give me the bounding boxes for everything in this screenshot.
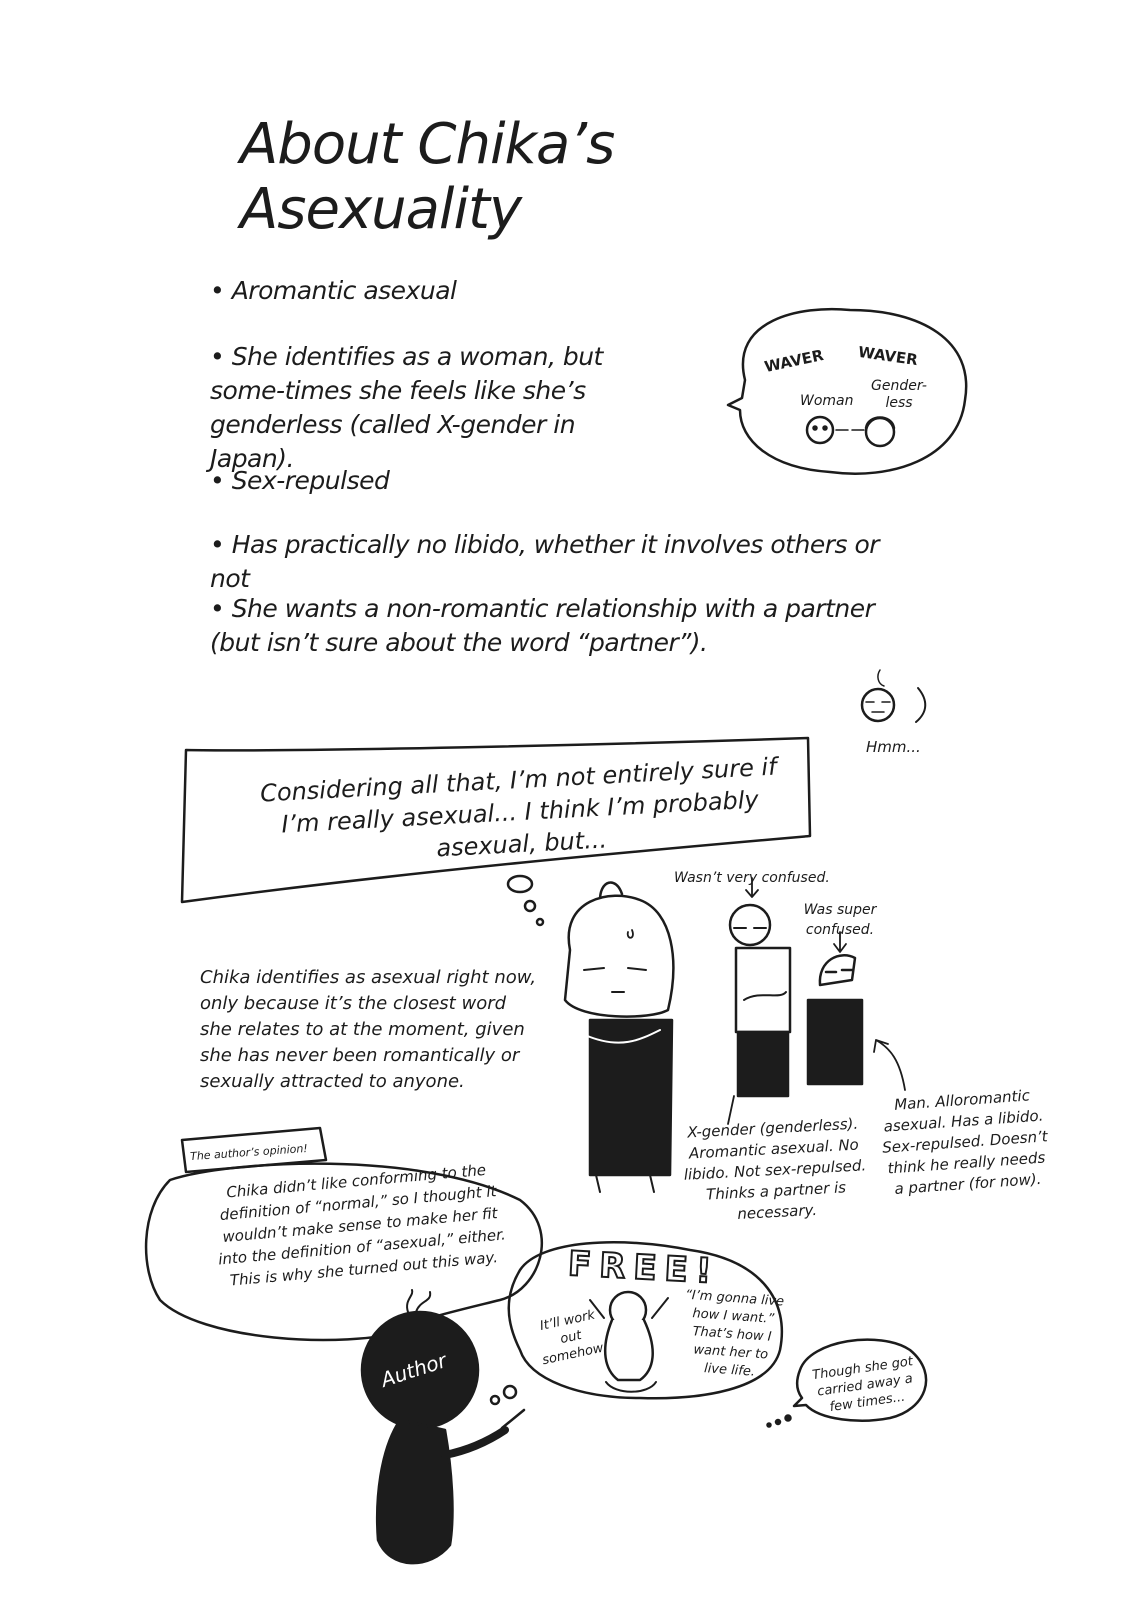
- bullet-aromantic: • Aromantic asexual: [210, 276, 457, 305]
- man-description: Man. Alloromantic asexual. Has a libido. Sex-repulsed. Doesn’t think he really needs a partner (for now).: [881, 1086, 1049, 1199]
- hmm-face-icon: [862, 689, 894, 721]
- workout-note: It’ll work out somehow.: [538, 1307, 609, 1369]
- bullet-identity: • She identifies as a woman, but some-times she feels like she’s genderless (called X-gender in Japan).: [210, 342, 603, 473]
- woman-label: Woman: [800, 393, 854, 409]
- gonna-live-note: “I’m gonna live how I want.” That’s how I want her to live life.: [684, 1287, 785, 1380]
- waver-label-left: WAVER: [762, 345, 826, 377]
- chika-figure: [565, 883, 673, 1192]
- author-opinion-text: Chika didn’t like conforming to the definition of “normal,” so I thought it wouldn’t make sense to make her fit into the definition of “asexual,” either. This is why she turned out this way.: [217, 1160, 507, 1290]
- statement-text: Considering all that, I’m not entirely sure if I’m really asexual... I think I’m probably asexual, but...: [259, 752, 778, 863]
- chika-description: Chika identifies as asexual right now, only because it’s the closest word she relates to at the moment, given she has never been romantically or sexually attracted to anyone.: [200, 967, 537, 1092]
- opinion-tag: The author’s opinion!: [189, 1141, 309, 1164]
- author-silhouette: [362, 1290, 524, 1563]
- author-label: Author: [377, 1348, 450, 1392]
- waver-label-right: WAVER: [857, 342, 919, 370]
- not-confused-note: Wasn’t very confused.: [674, 870, 830, 886]
- bullet-libido: • Has practically no libido, whether it involves others or not: [210, 530, 880, 593]
- man-figure: [808, 932, 905, 1090]
- carried-away-note: Though she got carried away a few times...: [811, 1354, 914, 1416]
- xgender-description: X-gender (genderless). Aromantic asexual. No libido. Not sex-repulsed. Thinks a partner is necessary.: [683, 1114, 867, 1224]
- woman-face-icon: [807, 417, 833, 443]
- genderless-label: Gender-less: [871, 378, 927, 411]
- bullet-relationship: • She wants a non-romantic relationship with a partner (but isn’t sure about the word “partner”).: [210, 594, 875, 657]
- super-confused-note: Was super confused.: [803, 902, 877, 938]
- free-exclamation: FREE!: [567, 1244, 721, 1292]
- bullet-sex-repulsed: • Sex-repulsed: [210, 466, 390, 495]
- xgender-figure: [728, 878, 790, 1124]
- page-title: About Chika’s Asexuality: [240, 112, 615, 242]
- hmm-label: Hmm...: [866, 738, 921, 756]
